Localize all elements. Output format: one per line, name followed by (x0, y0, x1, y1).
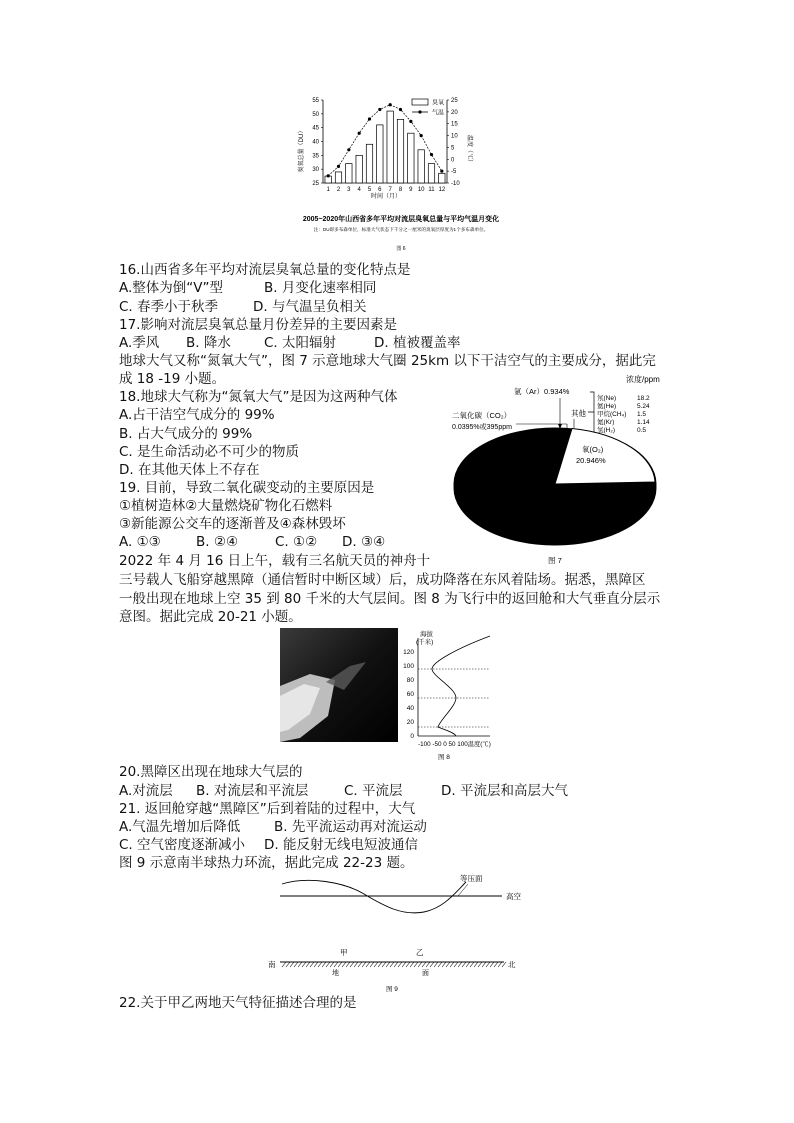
q19-option-a: A. ①③ (119, 534, 161, 550)
ppm-ne: 18.2 (637, 395, 650, 402)
hatch-stroke (498, 962, 502, 967)
co2-value-label: 0.0395%或395ppm (452, 424, 512, 431)
temperature-point (337, 165, 340, 168)
others-label: 其他 (571, 409, 586, 418)
hatch-stroke (490, 962, 494, 967)
temperature-point (358, 132, 361, 135)
figure-9 (268, 870, 528, 994)
q21-option-a: A.气温先增加后降低 (119, 819, 241, 835)
tick-80: 80 (406, 677, 414, 684)
ppm-h2: 0.5 (637, 427, 647, 434)
hatch-stroke (286, 962, 290, 967)
hatch-stroke (474, 962, 478, 967)
figure-9-label: 图 9 (386, 986, 398, 993)
yi-label: 乙 (416, 948, 424, 957)
question-22-stem: 22.关于甲乙两地天气特征描述合理的是 (119, 995, 357, 1011)
altitude-title: 海拔 (420, 631, 433, 638)
hatch-stroke (462, 962, 466, 967)
x-tick-label: 3 (347, 187, 351, 193)
ozone-bar (418, 150, 424, 183)
tick-100: 100 (403, 663, 414, 670)
q20-option-b: B. 对流层和平流层 (196, 783, 309, 799)
hatch-stroke (410, 962, 414, 967)
figure-7-label: 图 7 (548, 556, 562, 565)
intro-20-line-3: 一般出现在地球上空 35 到 80 千米的大气层间。图 8 为飞行中的返回舱和大气垂直分层示 (119, 591, 661, 607)
figure-6-chart (290, 92, 520, 252)
q20-option-d: D. 平流层和高层大气 (441, 783, 568, 799)
hatch-stroke (294, 962, 298, 967)
intro-18-line-2: 成 18 -19 小题。 (119, 371, 226, 387)
isobar-label: 等压面 (460, 874, 483, 883)
others-bracket (588, 392, 594, 432)
ozone-bar (397, 119, 403, 183)
q19-option-b: B. ②④ (196, 534, 239, 550)
hatch-stroke (414, 962, 418, 967)
ppm-kr: 1.14 (637, 419, 650, 426)
q19-statement-line-1: ①植树造林②大量燃烧矿物化石燃料 (119, 498, 333, 514)
y-right-tick-label: 20 (451, 109, 458, 116)
hatch-stroke (438, 962, 442, 967)
y-left-tick-label: 40 (312, 139, 319, 146)
co2-name-label: 二氧化碳（CO₂） (452, 411, 512, 420)
figure-8 (280, 626, 510, 762)
x-tick-label: 2 (336, 187, 341, 193)
intro-20-line-1: 2022 年 4 月 16 日上午，载有三名航天员的神舟十 (119, 553, 431, 569)
q18-option-b: B. 占大气成分的 99% (119, 426, 253, 442)
x-tick-label: 5 (367, 187, 372, 193)
tick-60: 60 (406, 691, 414, 698)
hatch-stroke (386, 962, 390, 967)
intro-20-line-2: 三号载人飞船穿越黑障（通信暂时中断区域）后，成功降落在东风着陆场。据悉，黑障区 (119, 572, 646, 588)
intro-18-line-1: 地球大气又称“氮氧大气”，图 7 示意地球大气圈 25km 以下干洁空气的主要成分，据此完 (119, 353, 656, 369)
hatch-stroke (350, 962, 354, 967)
x-tick-label: 7 (388, 187, 392, 193)
ozone-bar (428, 164, 434, 183)
hatch-stroke (374, 962, 378, 967)
hatch-stroke (318, 962, 322, 967)
temperature-ticks: -100 -50 0 50 100温度(℃) (418, 741, 491, 748)
hatch-stroke (346, 962, 350, 967)
temperature-profile (432, 636, 490, 736)
intro-20-line-4: 意图。据此完成 20-21 小题。 (119, 609, 302, 625)
tick-20: 20 (406, 719, 414, 726)
q17-option-d: D. 植被覆盖率 (374, 335, 461, 351)
hatch-stroke (482, 962, 486, 967)
hatch-stroke (466, 962, 470, 967)
y-left-tick-label: 30 (312, 167, 319, 174)
y-right-tick-label: 15 (451, 121, 458, 128)
hatch-stroke (338, 962, 342, 967)
altitude-unit: (千米) (416, 639, 434, 646)
figure-6-label: 图 6 (396, 246, 406, 252)
y-right-tick-label: 0 (451, 157, 455, 164)
hatch-stroke (446, 962, 450, 967)
figure-6-note: 注：DU即多布森单位，标准大气状态下千分之一厘米的臭氧层厚度为1个多布森单位。 (313, 227, 489, 232)
ozone-bar (356, 155, 362, 183)
isobaric-surface (282, 880, 466, 913)
hatch-stroke (406, 962, 410, 967)
ozone-bar (366, 144, 372, 183)
temperature-point (399, 108, 402, 111)
hatch-stroke (478, 962, 482, 967)
oxygen-label: 氧(O₂) (582, 445, 604, 454)
temperature-line (328, 105, 445, 176)
hatch-stroke (370, 962, 374, 967)
q21-option-d: D. 能反射无线电短波通信 (264, 837, 418, 853)
north-label: 北 (508, 960, 516, 969)
q17-option-a: A.季风 (119, 335, 160, 351)
q17-option-b: B. 降水 (186, 335, 231, 351)
tick-120: 120 (403, 649, 414, 656)
gas-h2: 氢(H₂) (597, 427, 616, 434)
ozone-bar (439, 173, 445, 183)
hatch-stroke (402, 962, 406, 967)
hatch-stroke (326, 962, 330, 967)
altitude-ticks (403, 649, 414, 740)
temperature-point (389, 103, 392, 106)
q17-option-c: C. 太阳辐射 (264, 335, 337, 351)
ozone-bar (335, 172, 341, 183)
argon-label: 氩（Ar）0.934% (514, 387, 570, 396)
question-21-stem: 21. 返回舱穿越“黑障区”后到着陆的过程中，大气 (119, 801, 416, 817)
hatch-stroke (454, 962, 458, 967)
x-tick-label: 1 (326, 187, 330, 193)
temperature-point (347, 148, 350, 151)
hatch-stroke (494, 962, 498, 967)
hatch-stroke (366, 962, 370, 967)
hatch-stroke (430, 962, 434, 967)
q18-option-c: C. 是生命活动必不可少的物质 (119, 444, 300, 460)
hatch-stroke (398, 962, 402, 967)
hatch-stroke (378, 962, 382, 967)
ground-hatch (282, 962, 506, 967)
hatch-stroke (306, 962, 310, 967)
gas-ch4: 甲烷(CH₄) (597, 411, 627, 418)
south-label: 南 (268, 960, 276, 969)
y-left-tick-label: 45 (312, 125, 319, 132)
q19-statement-line-2: ③新能源公交车的逐渐普及④森林毁坏 (119, 516, 346, 532)
hatch-stroke (290, 962, 294, 967)
hatch-stroke (486, 962, 490, 967)
ppm-he: 5.24 (637, 403, 650, 410)
y-right-tick-label: -10 (451, 181, 460, 187)
y-right-tick-label: -5 (451, 169, 457, 176)
figure-8-label: 图 8 (438, 754, 450, 761)
hatch-stroke (362, 962, 366, 967)
q18-option-a: A.占干洁空气成分的 99% (119, 407, 275, 423)
temperature-point (430, 153, 433, 156)
temperature-point (327, 174, 330, 177)
q21-option-c: C. 空气密度逐渐减小 (119, 837, 246, 853)
ozone-bar (387, 111, 393, 183)
hatch-stroke (334, 962, 338, 967)
ground-label-mian: 面 (422, 970, 429, 977)
q21-option-b: B. 先平流运动再对流运动 (274, 819, 427, 835)
hatch-stroke (298, 962, 302, 967)
ozone-bar (408, 133, 414, 183)
hatch-stroke (330, 962, 334, 967)
gas-he: 氦(He) (597, 403, 617, 410)
q16-option-a: A.整体为倒“V”型 (119, 280, 224, 296)
hatch-stroke (426, 962, 430, 967)
hatch-stroke (322, 962, 326, 967)
hatch-stroke (470, 962, 474, 967)
y-left-tick-label: 35 (312, 153, 319, 160)
q16-option-c: C. 春季小于秋季 (119, 299, 219, 315)
hatch-stroke (390, 962, 394, 967)
hatch-stroke (418, 962, 422, 967)
intro-22: 图 9 示意南半球热力环流，据此完成 22-23 题。 (119, 855, 414, 871)
hatch-stroke (442, 962, 446, 967)
q18-option-d: D. 在其他天体上不存在 (119, 462, 260, 478)
legend-temp-marker (418, 110, 421, 113)
jia-label: 甲 (340, 948, 348, 957)
question-18-stem: 18.地球大气称为“氮氧大气”是因为这两种气体 (119, 389, 398, 405)
question-16-stem: 16.山西省多年平均对流层臭氧总量的变化特点是 (119, 262, 411, 278)
temperature-point (440, 170, 443, 173)
q19-option-c: C. ①② (275, 534, 318, 550)
hatch-stroke (458, 962, 462, 967)
hatch-stroke (342, 962, 346, 967)
concentration-title: 浓度/ppm (626, 375, 660, 384)
x-axis-label: 时间（月） (370, 194, 402, 200)
question-20-stem: 20.黑障区出现在地球大气层的 (119, 764, 303, 780)
gas-ne: 氖(Ne) (597, 395, 617, 402)
hatch-stroke (394, 962, 398, 967)
legend-ozone-swatch (412, 99, 428, 105)
chart-line (327, 103, 444, 177)
y-left-tick-label: 50 (312, 111, 319, 118)
y-right-tick-label: 5 (451, 145, 455, 152)
question-19-stem: 19. 目前，导致二氧化碳变动的主要原因是 (119, 480, 375, 496)
y-left-tick-label: 55 (312, 98, 319, 104)
figure-7-pie (452, 372, 674, 568)
hatch-stroke (358, 962, 362, 967)
hatch-stroke (434, 962, 438, 967)
high-altitude-label: 高空 (506, 892, 521, 901)
tick-40: 40 (406, 705, 414, 712)
legend-ozone-label: 臭氧 (432, 100, 445, 107)
q16-option-b: B. 月变化速率相同 (264, 280, 377, 296)
x-tick-label: 4 (357, 187, 361, 193)
legend-temp-label: 气温 (432, 110, 445, 117)
x-tick-label: 11 (428, 187, 435, 193)
temperature-point (409, 120, 412, 123)
hatch-stroke (314, 962, 318, 967)
q19-option-d: D. ③④ (342, 534, 386, 550)
q20-option-c: C. 平流层 (344, 783, 403, 799)
temperature-point (378, 108, 381, 111)
x-tick-label: 10 (417, 187, 425, 193)
y-left-label: 臭氧总量（DU） (299, 127, 305, 173)
hatch-stroke (502, 962, 506, 967)
y-right-tick-label: 10 (451, 133, 458, 140)
q20-option-a: A.对流层 (119, 783, 173, 799)
x-tick-label: 12 (438, 187, 446, 193)
hatch-stroke (422, 962, 426, 967)
gas-kr: 氪(Kr) (597, 419, 615, 426)
x-tick-label: 8 (398, 187, 403, 193)
y-right-label: 温度（℃） (466, 134, 472, 166)
figure-6-title: 2005~2020年山西省多年平均对流层臭氧总量与平均气温月变化 (302, 216, 500, 223)
hatch-stroke (450, 962, 454, 967)
ppm-ch4: 1.5 (637, 411, 647, 418)
oxygen-percent: 20.946% (576, 456, 606, 465)
ground-label-di: 地 (332, 970, 339, 977)
ozone-bar (377, 125, 383, 183)
hatch-stroke (310, 962, 314, 967)
hatch-stroke (382, 962, 386, 967)
hatch-stroke (354, 962, 358, 967)
temperature-point (420, 134, 423, 137)
x-tick-label: 6 (378, 187, 382, 193)
temperature-point (368, 117, 371, 120)
concentration-table (597, 393, 650, 434)
y-right-tick-label: 25 (451, 98, 458, 104)
q16-option-d: D. 与气温呈负相关 (253, 299, 367, 315)
tick-0: 0 (410, 733, 414, 740)
isobar-pointer (458, 884, 468, 896)
question-17-stem: 17.影响对流层臭氧总量月份差异的主要因素是 (119, 317, 397, 333)
x-tick-label: 9 (409, 187, 413, 193)
ozone-bar (346, 164, 352, 183)
hatch-stroke (302, 962, 306, 967)
hatch-stroke (282, 962, 286, 967)
y-left-tick-label: 25 (312, 181, 319, 187)
